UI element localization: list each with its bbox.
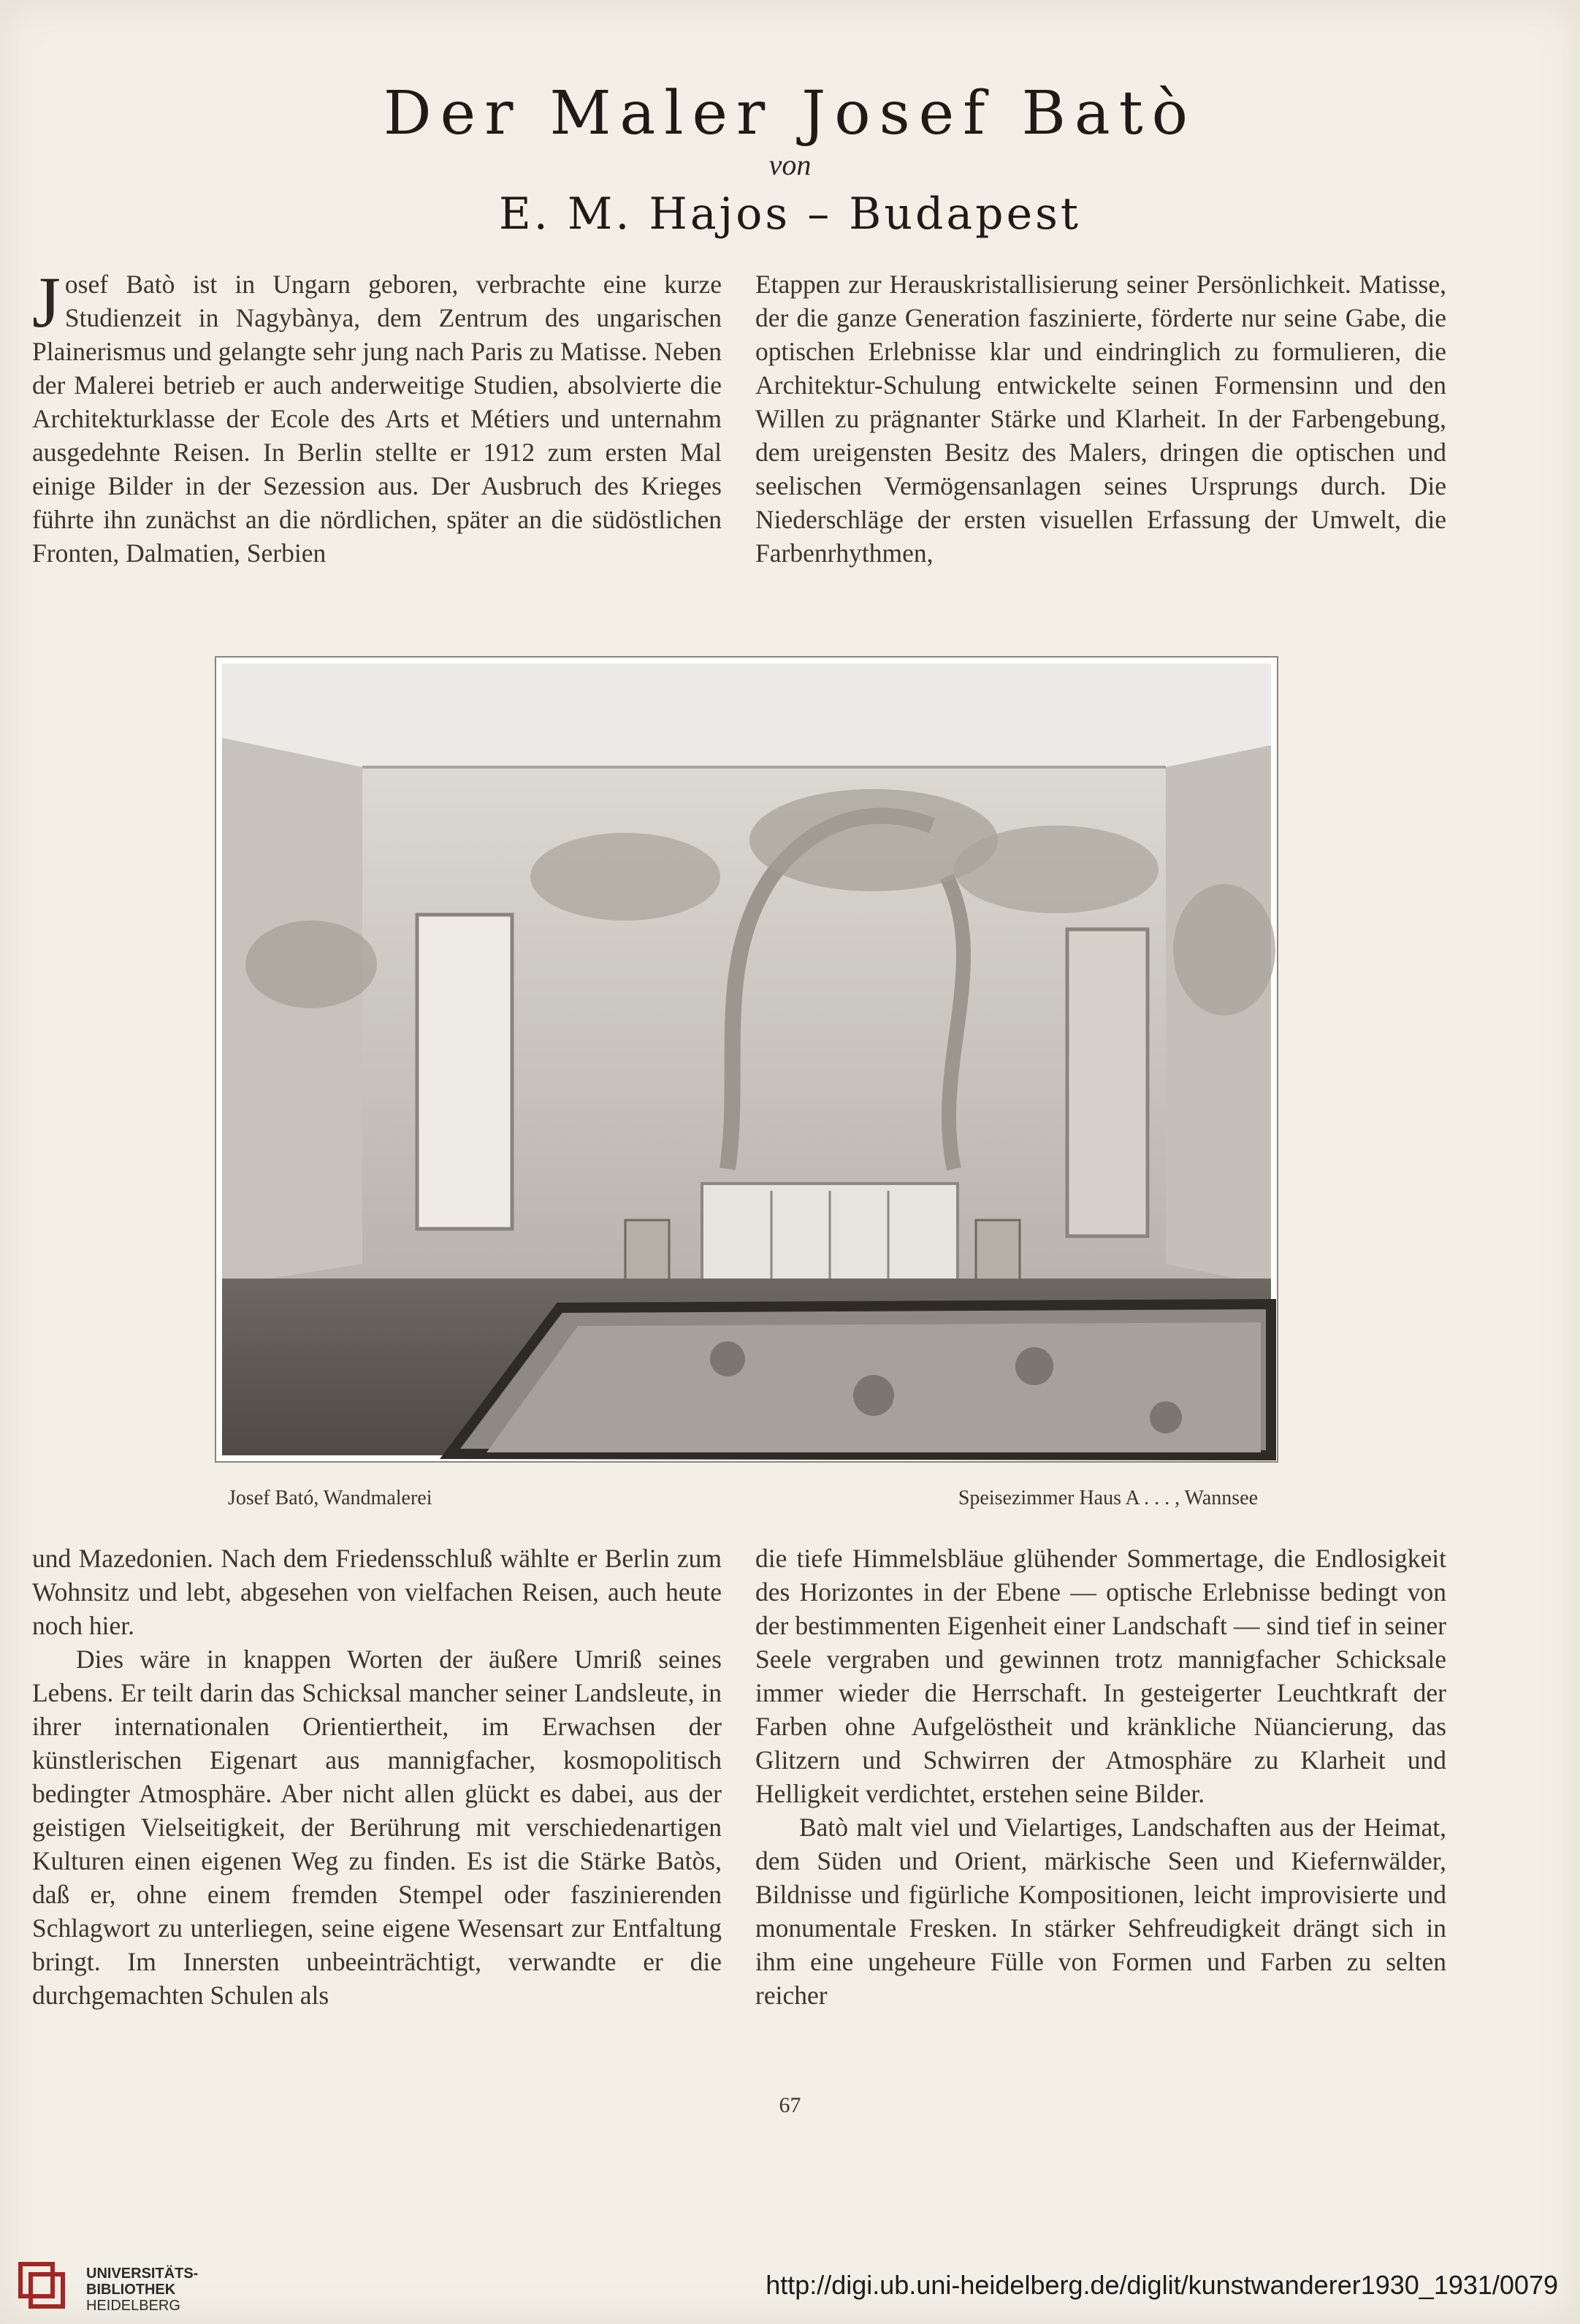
column-left-top [32, 262, 722, 570]
source-url[interactable]: http://digi.ub.uni-heidelberg.de/diglit/kunstwanderer1930_1931/0079 [766, 2270, 1558, 2300]
figure-caption-left: Josef Bató, Wandmalerei [228, 1487, 432, 1509]
column-right-top [755, 267, 1446, 570]
library-line: BIBLIOTHEK [86, 2282, 176, 2298]
paragraph [32, 262, 722, 570]
photo-wall-painting [215, 656, 1278, 1463]
digitization-footer [0, 2247, 1580, 2324]
drop-cap: J [32, 262, 61, 343]
paragraph: die tiefe Himmelsbläue glühender Sommertage, die Endlosigkeit des Horizontes in der Ebene — optische Erlebnisse bedingt von der bestimmenten Eigenheit einer Landschaft — sind tief in seiner Seele vergraben und gewinnen trotz mannigfacher Schicksale immer wieder die Herrschaft. In gesteigerter Leuchtkraft der Farben ohne Aufgelöstheit und kränkliche Nüancierung, das Glitzern und Schwirren der Atmosphäre zu Klarheit und Helligkeit verdichtet, erstehen seine Bilder. [755, 1544, 1446, 1808]
paragraph: Batò malt viel und Vielartiges, Landschaften aus der Heimat, dem Süden und Orient, märkische Seen und Kiefernwälder, Bildnisse und figürliche Kompositionen, leicht improvisierte und monumentale Fresken. In stärker Sehfreudigkeit drängt sich in ihm eine ungeheure Fülle von Formen und Farben zu selten reicher [755, 1813, 1446, 2010]
article-author: E. M. Hajos – Budapest [498, 188, 1081, 240]
paragraph-text: osef Batò ist in Ungarn geboren, verbrachte eine kurze Studienzeit in Nagybànya, dem Zentrum des ungarischen Plainerismus und gelangte sehr jung nach Paris zu Matisse. Neben der Malerei betrieb er auch anderweitige Studien, absolvierte die Architekturklasse der Ecole des Arts et Métiers und unternahm ausgedehnte Reisen. In Berlin stellte er 1912 zum ersten Mal einige Bilder in der Sezession aus. Der Ausbruch des Krieges führte ihn zunächst an die nördlichen, später an die südöstlichen Fronten, Dalmatien, Serbien [32, 270, 722, 568]
library-line: HEIDELBERG [86, 2298, 180, 2314]
column-left-bottom [32, 1542, 722, 2012]
paragraph: Etappen zur Herauskristallisierung seiner Persönlichkeit. Matisse, der die ganze Generation faszinierte, förderte nur seine Gabe, die optischen Erlebnisse klar und eindringlich zu formulieren, die Architektur-Schulung entwickelte seinen Formensinn und den Willen zu prägnanter Stärke und Klarheit. In der Farbengebung, dem ureigensten Besitz des Malers, dringen die optischen und seelischen Vermögensanlagen seines Ursprungs durch. Die Niederschläge der ersten visuellen Erfassung der Umwelt, die Farbenrhythmen, [755, 270, 1446, 568]
article-title: Der Maler Josef Batò [383, 79, 1197, 148]
byline-von: von [768, 148, 812, 181]
column-right-bottom [755, 1542, 1446, 2012]
paragraph: und Mazedonien. Nach dem Friedensschluß wählte er Berlin zum Wohnsitz und lebt, abgesehen von vielfachen Reisen, auch heute noch hier. [32, 1544, 722, 1640]
figure-caption-right: Speisezimmer Haus A . . . , Wannsee [958, 1487, 1258, 1509]
library-name [86, 2266, 198, 2314]
page-number: 67 [779, 2093, 801, 2117]
photo-illustration [216, 658, 1277, 1461]
paragraph: Dies wäre in knappen Worten der äußere Umriß seines Lebens. Er teilt darin das Schicksal mancher seiner Landsleute, in ihrer internationalen Orientiertheit, im Erwachsen der künstlerischen Eigenart aus mannigfacher, kosmopolitisch bedingter Atmosphäre. Aber nicht allen glückt es dabei, aus der geistigen Vielseitigkeit, der Berührung mit verschiedenartigen Kulturen einen eigenen Weg zu finden. Es ist die Stärke Batòs, daß er, ohne einem fremden Stempel oder faszinierenden Schlagwort zu unterliegen, seine eigene Wesensart zur Entfaltung bringt. Im Innersten unbeeinträchtigt, verwandte er die durchgemachten Schulen als [32, 1645, 722, 2010]
library-line: UNIVERSITÄTS- [86, 2266, 199, 2282]
library-logo-icon [16, 2260, 67, 2311]
